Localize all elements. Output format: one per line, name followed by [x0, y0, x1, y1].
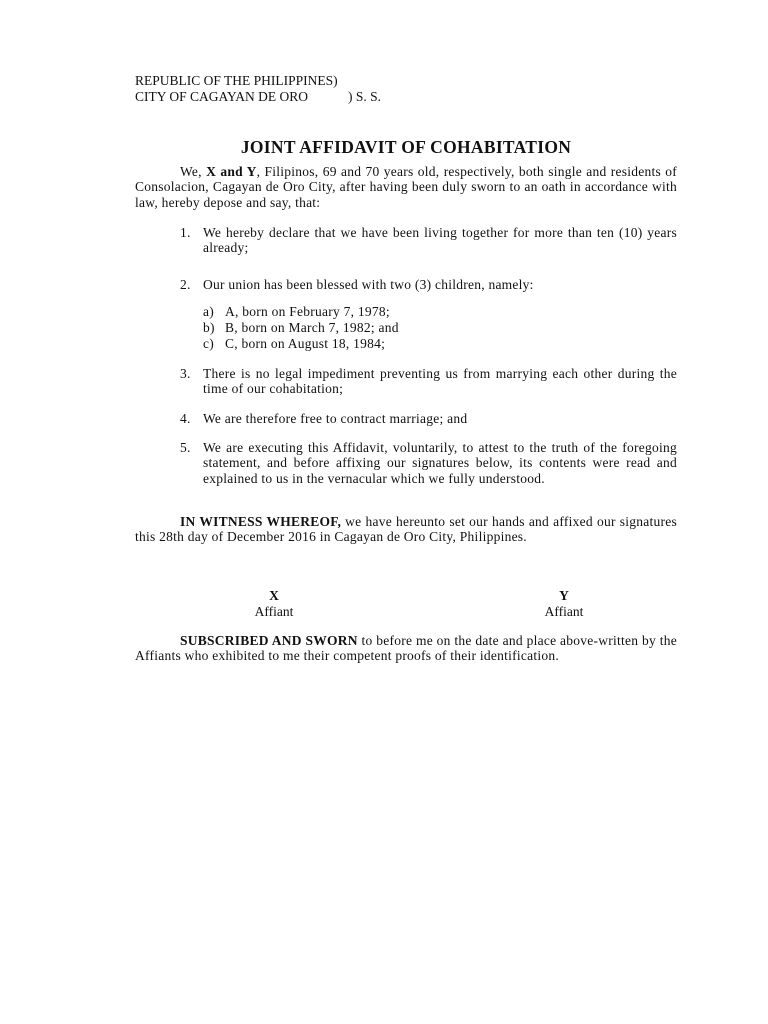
item-text: There is no legal impediment preventing us from marrying each other during the time of our cohabitation;	[203, 366, 677, 397]
item-number: 3.	[180, 366, 191, 381]
venue-header	[135, 73, 677, 105]
child-item	[203, 336, 385, 352]
jurat-paragraph	[135, 633, 677, 664]
witness-text: we have hereunto set our hands and affixed our signatures this 28th day of December 2016 in Cagayan de Oro City, Philippines.	[135, 514, 677, 545]
venue-line-republic: REPUBLIC OF THE PHILIPPINES)	[135, 73, 338, 88]
child-letter: b)	[203, 320, 215, 335]
child-letter: a)	[203, 304, 214, 319]
item-text: We hereby declare that we have been living together for more than ten (10) years already;	[203, 225, 677, 256]
child-item	[203, 320, 399, 336]
item-text: Our union has been blessed with two (3) children, namely:	[203, 277, 534, 292]
intro-text: , Filipinos, 69 and 70 years old, respectively, both single and residents of Consolacion, Cagayan de Oro City, after having been duly sworn to an oath in accordance with law, hereby depose and say, that:	[135, 164, 678, 210]
list-item	[180, 440, 677, 486]
child-text: C, born on August 18, 1984;	[225, 336, 386, 351]
list-item	[180, 225, 677, 256]
item-number: 5.	[180, 440, 191, 455]
item-number: 4.	[180, 411, 191, 426]
signature-role: Affiant	[544, 603, 584, 619]
signature-name: X	[269, 588, 279, 603]
venue-ss: ) S. S.	[348, 89, 382, 104]
affiant-names: X and Y	[206, 164, 257, 179]
list-item	[180, 366, 677, 397]
document-title: JOINT AFFIDAVIT OF COHABITATION	[240, 137, 572, 157]
item-text: We are therefore free to contract marriage; and	[203, 411, 468, 426]
child-text: A, born on February 7, 1978;	[225, 304, 390, 319]
jurat-text: to before me on the date and place above-written by the Affiants who exhibited to me their competent proofs of their identification.	[135, 633, 677, 664]
child-letter: c)	[203, 336, 214, 351]
item-number: 1.	[180, 225, 191, 240]
list-item	[180, 411, 677, 426]
child-text: B, born on March 7, 1982; and	[225, 320, 399, 335]
item-text: We are executing this Affidavit, voluntarily, to attest to the truth of the foregoing statement, and before affixing our signatures below, its contents were read and explained to us in the vernacular which we fully understood.	[203, 440, 677, 486]
intro-paragraph	[135, 164, 677, 210]
item-number: 2.	[180, 277, 191, 292]
signature-role: Affiant	[254, 603, 294, 619]
witness-paragraph	[135, 514, 677, 545]
intro-pre: We,	[180, 164, 207, 179]
signature-name: Y	[559, 588, 569, 603]
jurat-heading: SUBSCRIBED AND SWORN	[180, 633, 358, 648]
child-item	[203, 304, 390, 320]
signature-block-x	[214, 588, 334, 619]
venue-city: CITY OF CAGAYAN DE ORO	[135, 89, 309, 104]
witness-heading: IN WITNESS WHEREOF,	[180, 514, 342, 529]
signature-block-y	[504, 588, 624, 619]
venue-line-city	[135, 89, 677, 105]
list-item	[180, 277, 677, 292]
